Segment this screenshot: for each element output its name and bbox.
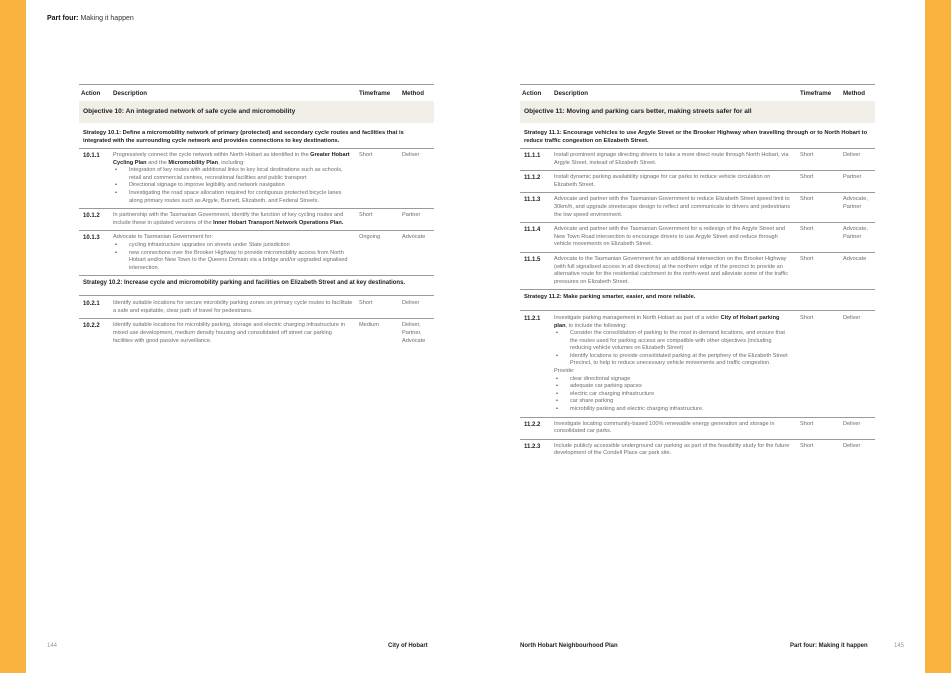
desc-text: Investigate parking management in North Hobart as part of a wider <box>554 314 721 321</box>
action-description: Advocate and partner with the Tasmanian Government for a redesign of the Argyle Street and New Town Road intersection to encourage drivers to use Argyle Street and reduce through vehicle movements on Elizabeth Street. <box>554 226 785 248</box>
footer-document-title: North Hobart Neighbourhood Plan <box>520 643 618 649</box>
method: Partner <box>402 212 421 219</box>
action-description: Identify suitable locations for microbility parking, storage and electric charging infrastructure in mixed use development, medium density housing and consolidated off street car parking facilities with good passive surveillance. <box>113 322 345 344</box>
method: Advocate <box>843 256 867 262</box>
method: Deliver <box>843 442 861 449</box>
table-row <box>520 171 875 193</box>
action-description: Advocate and partner with the Tasmanian Government to reduce Elizabeth Street speed limit to 30km/h, and upgrade streetscape design to reflect and communicate to drivers and pedestrians the low speed environment. <box>554 196 791 218</box>
action-description: Identify suitable locations for secure microbility parking zones on primary cycle routes to facilitate a safe and equitable, clear path of travel for pedestrians. <box>113 300 353 314</box>
table-row <box>520 311 875 418</box>
bullet-list <box>554 376 794 414</box>
plan-reference: Inner Hobart Transport Network Operations Plan. <box>213 219 344 226</box>
action-id: 10.1.1 <box>83 153 100 160</box>
table-header <box>520 84 875 101</box>
method: Deliver <box>402 300 420 307</box>
header-description: Description <box>554 90 589 97</box>
plan-reference: Greater Hobart Cycling Plan <box>113 152 350 166</box>
timeframe: Short <box>800 226 814 233</box>
header-timeframe: Timeframe <box>359 90 391 97</box>
footer-section: Part four: Making it happen <box>790 643 868 649</box>
bullet-item: • Consider the consolidation of parking to the most in-demand locations, and ensure that the routes used for parking access are compatible with other objectives (including reducing vehicle volumes on Elizabeth Street) <box>554 330 794 353</box>
timeframe: Medium <box>359 322 379 329</box>
strategy-heading: Strategy 10.1: Define a micromobility network of primary (protected) and secondary cycle routes and facilities that is integrated with the surrounding cycle network and provides connections to key destinations. <box>79 123 434 149</box>
desc-text: Advocate to Tasmanian Government for: <box>113 234 214 241</box>
header-description: Description <box>113 90 148 97</box>
bullet-item: • Directional signage to improve legibility and network navigation <box>113 182 353 190</box>
action-id: 11.2.3 <box>524 443 541 450</box>
bullet-item: • Investigating the road space allocation required for contiguous protected bicycle lanes along primary routes such as Argyle, Burnett, Elizabeth, and Federal Streets. <box>113 190 353 205</box>
action-table-objective-11 <box>520 84 875 461</box>
action-description: Advocate to the Tasmanian Government for an additional intersection on the Brooker Highway (with full signalised access in all directions) at the northern edge of the precinct to provide an alternative route for the residential catchment to the north-west and alleviate some of the traffic pressures on Elizabeth Street. <box>554 256 789 285</box>
action-id: 10.1.2 <box>83 213 100 220</box>
desc-text: , including: <box>218 159 245 166</box>
page-number-right: 145 <box>894 643 905 649</box>
timeframe: Short <box>800 314 814 321</box>
header-action: Action <box>522 90 542 97</box>
action-id: 10.1.3 <box>83 235 100 242</box>
desc-text: Progressively connect the cycle network within North Hobart as identified in the <box>113 152 311 159</box>
desc-text: and the <box>146 159 169 166</box>
action-id: 11.2.1 <box>524 315 541 322</box>
timeframe: Short <box>800 174 814 181</box>
method: Advocate <box>402 234 426 241</box>
method: Deliver <box>843 314 861 321</box>
table-row <box>520 253 875 290</box>
table-row <box>520 223 875 253</box>
bullet-item: • new connections over the Brooker Highway to provide micromobility access from North Hobart and/or New Town to the Queens Domain via a bridge and/or upgraded signalised intersection. <box>113 250 353 273</box>
bullet-item: • Integration of key routes with additional links to key local destinations such as schools, retail and commercial centres, recreational facilities and public transport <box>113 167 353 182</box>
action-id: 11.2.2 <box>524 421 541 428</box>
bullet-item: • microbility parking and electric charging infrastructure. <box>554 406 794 414</box>
page-number-left: 144 <box>47 643 58 649</box>
header-timeframe: Timeframe <box>800 90 832 97</box>
action-description <box>554 315 800 414</box>
plan-reference: Micromobility Plan <box>168 159 219 166</box>
action-id: 10.2.1 <box>83 301 100 308</box>
header-method: Method <box>402 90 424 97</box>
footer-publisher: City of Hobart <box>388 643 428 649</box>
running-header-title: Making it happen <box>80 15 134 22</box>
objective-heading: Objective 10: An integrated network of safe cycle and micromobility <box>79 101 434 123</box>
bullet-list <box>554 330 794 368</box>
right-accent-stripe <box>925 0 951 673</box>
bullet-item: • adequate car parking spaces <box>554 383 794 391</box>
action-description: Install dynamic parking availability signage for car parks to reduce vehicle circulation on Elizabeth Street. <box>554 174 771 188</box>
desc-text: , to include the following: <box>565 322 627 329</box>
action-id: 11.1.1 <box>524 153 541 160</box>
strategy-heading: Strategy 10.2: Increase cycle and micromobility parking and facilities on Elizabeth Street and at key destinations. <box>79 276 434 296</box>
table-row <box>520 440 875 461</box>
header-method: Method <box>843 90 865 97</box>
method: Deliver, Partner, Advocate <box>402 322 426 344</box>
action-description <box>113 234 359 272</box>
action-id: 11.1.2 <box>524 175 541 182</box>
action-description: Include publicly accessible underground car parking as part of the feasibility study for the future development of the Condell Place car park site. <box>554 442 790 457</box>
method: Advocate, Partner <box>843 196 868 211</box>
left-accent-stripe <box>0 0 26 673</box>
provide-label: Provide: <box>554 368 575 375</box>
desc-text: In partnership with the Tasmanian Government, identify the function of key cycling routes and include these in updated versions of the <box>113 212 344 226</box>
bullet-list <box>113 167 353 205</box>
method: Deliver <box>402 152 420 159</box>
timeframe: Short <box>800 420 814 427</box>
bullet-item: • cycling infrastructure upgrades on streets under State jurisdiction <box>113 242 353 250</box>
method: Deliver <box>843 420 861 427</box>
table-row <box>79 319 434 348</box>
action-description <box>113 152 359 205</box>
timeframe: Short <box>800 152 814 159</box>
action-table-objective-10 <box>79 84 434 348</box>
method: Partner <box>843 174 862 181</box>
action-id: 10.2.2 <box>83 323 100 330</box>
timeframe: Ongoing <box>359 234 381 241</box>
table-row <box>79 209 434 231</box>
strategy-heading: Strategy 11.2: Make parking smarter, easier, and more reliable. <box>520 290 875 311</box>
table-row <box>520 149 875 171</box>
action-id: 11.1.4 <box>524 227 541 234</box>
objective-heading: Objective 11: Moving and parking cars better, making streets safer for all <box>520 101 875 123</box>
timeframe: Short <box>359 152 373 159</box>
bullet-item: • clear directional signage <box>554 376 794 384</box>
timeframe: Short <box>359 212 373 219</box>
table-row <box>79 296 434 319</box>
running-header-part: Part four: <box>47 15 79 22</box>
timeframe: Short <box>800 196 814 203</box>
table-row <box>79 231 434 276</box>
header-action: Action <box>81 90 101 97</box>
bullet-list <box>113 242 353 272</box>
method: Advocate, Partner <box>843 226 868 240</box>
table-row <box>79 149 434 209</box>
action-description <box>113 212 359 227</box>
timeframe: Short <box>800 256 814 262</box>
table-header <box>79 84 434 101</box>
timeframe: Short <box>359 300 373 307</box>
action-id: 11.1.3 <box>524 197 541 204</box>
action-id: 11.1.5 <box>524 257 541 263</box>
running-header <box>47 15 134 22</box>
action-description: Investigate locating community-based 100% renewable energy generation and storage in consolidated car parks. <box>554 420 775 435</box>
method: Deliver <box>843 152 861 159</box>
table-row <box>520 418 875 440</box>
bullet-item: • electric car charging infrastructure <box>554 391 794 399</box>
table-row <box>520 193 875 223</box>
strategy-heading: Strategy 11.1: Encourage vehicles to use Argyle Street or the Brooker Highway when travelling through or to North Hobart to reduce traffic congestion on Elizabeth Street. <box>520 123 875 149</box>
action-description: Install prominent signage directing drivers to take a more direct route through North Hobart, via Argyle Street, instead of Elizabeth Street. <box>554 152 789 166</box>
timeframe: Short <box>800 442 814 449</box>
bullet-item: • car share parking <box>554 398 794 406</box>
plan-reference: City of Hobart parking plan <box>554 314 780 329</box>
bullet-item: • Identify locations to provide consolidated parking at the periphery of the Elizabeth Street Precinct, to help to reduce unecessary vehicle movements and traffic congestion. <box>554 353 794 368</box>
